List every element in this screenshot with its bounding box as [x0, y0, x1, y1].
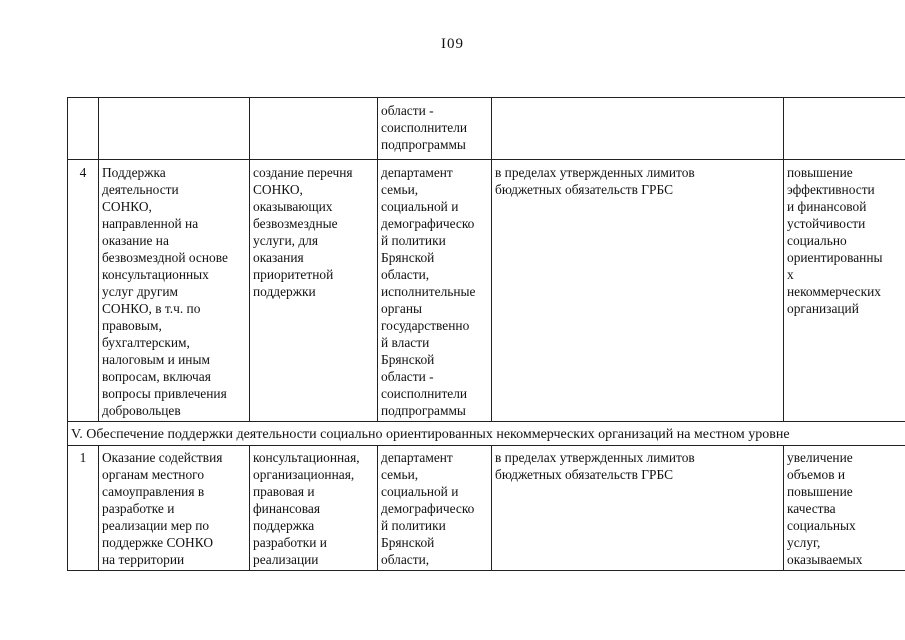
- result-cell: увеличение объемов и повышение качества социальных услуг, оказываемых: [784, 446, 905, 571]
- executor-cell: департамент семьи, социальной и демографическо й политики Брянской области,: [378, 446, 492, 571]
- result-cell: [784, 98, 905, 160]
- content-cell: консультационная, организационная, правовая и финансовая поддержка разработки и реализации: [250, 446, 378, 571]
- executor-cell: департамент семьи, социальной и демографическо й политики Брянской области, исполнительные органы государственно й власти Брянской области - соисполнители подпрограммы: [378, 160, 492, 422]
- activity-cell: Оказание содействия органам местного самоуправления в разработке и реализации мер по поддержке СОНКО на территории: [99, 446, 250, 571]
- row-number-cell: [68, 98, 99, 160]
- table-row: [68, 98, 905, 160]
- funding-cell: в пределах утвержденных лимитов бюджетных обязательств ГРБС: [492, 160, 784, 422]
- page-number: I09: [441, 36, 464, 52]
- activity-cell: Поддержка деятельности СОНКО, направленной на оказание на безвозмездной основе консультационных услуг другим СОНКО, в т.ч. по правовым, бухгалтерским, налоговым и иным вопросам, включая вопросы привлечения добровольцев: [99, 160, 250, 422]
- funding-cell: [492, 98, 784, 160]
- section-title: V. Обеспечение поддержки деятельности социально ориентированных некоммерческих организаций на местном уровне: [68, 422, 905, 446]
- executor-cell: области - соисполнители подпрограммы: [378, 98, 492, 160]
- section-row: [68, 422, 905, 446]
- row-number-cell: 1: [68, 446, 99, 571]
- result-cell: повышение эффективности и финансовой устойчивости социально ориентированны х некоммерческих организаций: [784, 160, 905, 422]
- content-cell: создание перечня СОНКО, оказывающих безвозмездные услуги, для оказания приоритетной поддержки: [250, 160, 378, 422]
- content-cell: [250, 98, 378, 160]
- activity-cell: [99, 98, 250, 160]
- row-number-cell: 4: [68, 160, 99, 422]
- funding-cell: в пределах утвержденных лимитов бюджетных обязательств ГРБС: [492, 446, 784, 571]
- table-row: [68, 160, 905, 422]
- table-row: [68, 446, 905, 571]
- program-table: [67, 97, 905, 571]
